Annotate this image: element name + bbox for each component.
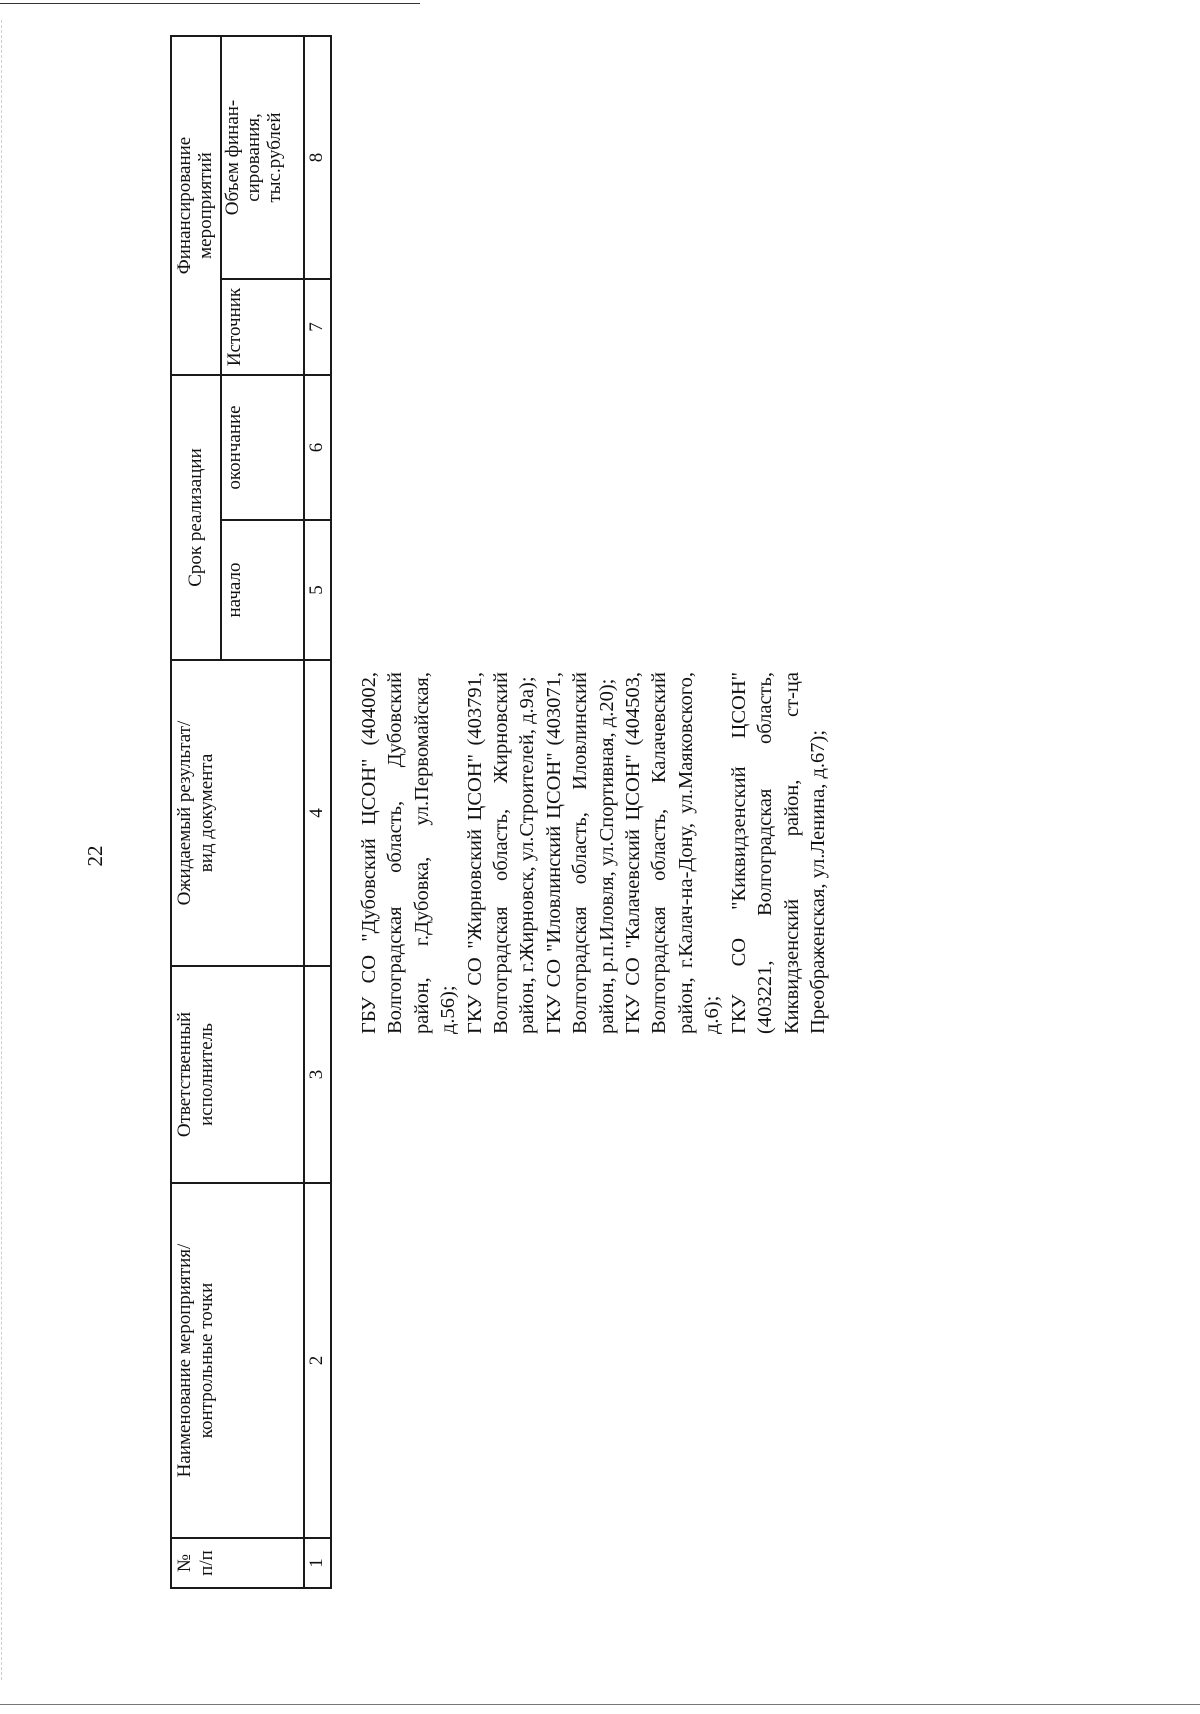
expected-result-entry-kikvidzensky: ГКУ СО "Киквидзенский ЦСОН" (403221, Волгоградская область, Киквидзенский район, ст-ца Преображенская, ул.Ленина, д.67); — [727, 672, 829, 1034]
header-term-start: начало — [224, 562, 245, 618]
table-left-border — [170, 1588, 332, 1590]
header-finance-volume: Объем финан- сирования, тыс.рублей — [222, 99, 285, 216]
expected-result-entry-ilovlinsky: ГКУ СО "Иловлинский ЦСОН" (403071, Волгоградская область, Иловлинский район, р.п.Иловля, ул.Спортивная, д.20); — [542, 672, 618, 1034]
column-number-6: 6 — [306, 442, 327, 453]
expected-result-content — [356, 672, 831, 1034]
header-finance-source: Источник — [224, 287, 245, 367]
column-number-5: 5 — [306, 585, 327, 595]
column-numbers-bottom-border — [330, 37, 332, 1589]
header-bottom-border — [303, 37, 305, 1589]
expected-result-entry-kalachevsky: ГКУ СО "Калачевский ЦСОН" (404503, Волгоградская область, Калачевский район, г.Калач-на-Дону, ул.Маяковского, д.6); — [622, 672, 724, 1034]
header-responsible: Ответственный исполнитель — [174, 1011, 217, 1138]
expected-result-entry-dubovsky: ГБУ СО "Дубовский ЦСОН" (404002, Волгоградская область, Дубовский район, г.Дубовка, ул.Первомайская, д.56); — [358, 672, 460, 1034]
expected-result-entry-zhirnovsky: ГКУ СО "Жирновский ЦСОН" (403791, Волгоградская область, Жирновский район, г.Жирновск, ул.Строителей, д.9а); — [463, 672, 539, 1034]
header-term-end: окончание — [224, 405, 245, 490]
header-term-group: Срок реализации — [185, 448, 206, 587]
column-number-4: 4 — [306, 808, 327, 818]
header-activity-name: Наименование мероприятия/ контрольные точки — [174, 1243, 217, 1478]
column-number-7: 7 — [306, 322, 327, 332]
header-number: № п/п — [174, 1550, 217, 1576]
header-expected-result: Ожидаемый результат/ вид документа — [174, 720, 217, 906]
column-number-1: 1 — [306, 1558, 327, 1568]
page-number: 22 — [83, 845, 107, 867]
column-number-8: 8 — [306, 152, 327, 163]
column-number-2: 2 — [306, 1355, 327, 1366]
column-number-3: 3 — [306, 1069, 327, 1080]
header-finance-group: Финансирование мероприятий — [174, 136, 216, 275]
